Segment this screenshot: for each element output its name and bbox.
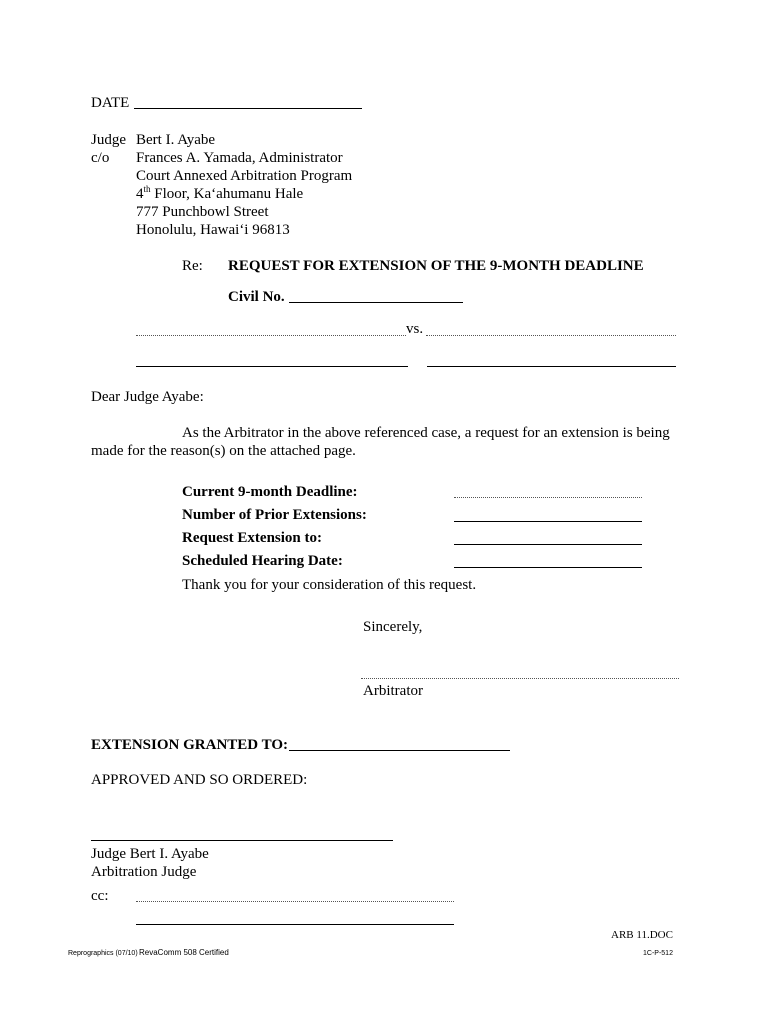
re-label: Re: — [182, 258, 203, 274]
address-line-5: Honolulu, Hawai‘i 96813 — [136, 222, 290, 238]
doc-id: ARB 11.DOC — [611, 929, 673, 941]
vs-label: vs. — [406, 321, 424, 337]
body-line-1: As the Arbitrator in the above referenced case, a request for an extension is being — [182, 425, 670, 441]
extension-granted-line[interactable] — [289, 750, 510, 751]
date-label: DATE — [91, 95, 130, 111]
thanks-text: Thank you for your consideration of this request. — [182, 577, 477, 593]
defendant-line-2[interactable] — [427, 366, 676, 367]
field-current-deadline-label: Current 9-month Deadline: — [182, 484, 358, 500]
field-request-extension-line[interactable] — [454, 544, 642, 545]
floor-number: 4 — [136, 186, 144, 202]
field-prior-extensions-label: Number of Prior Extensions: — [182, 507, 367, 523]
field-prior-extensions-line[interactable] — [454, 521, 642, 522]
salutation: Dear Judge Ayabe: — [91, 389, 204, 405]
certified-text: RevaComm 508 Certified — [139, 948, 229, 957]
address-line-1: Frances A. Yamada, Administrator — [136, 150, 343, 166]
re-subject: REQUEST FOR EXTENSION OF THE 9-MONTH DEADLINE — [228, 258, 644, 274]
approved-text: APPROVED AND SO ORDERED: — [91, 772, 308, 788]
defendant-line[interactable] — [426, 335, 676, 336]
address-line-4: 777 Punchbowl Street — [136, 204, 269, 220]
arbitrator-signature-line[interactable] — [361, 678, 679, 679]
field-current-deadline-line[interactable] — [454, 497, 642, 498]
cc-line-2[interactable] — [136, 924, 454, 925]
judge-signature-name: Judge Bert I. Ayabe — [91, 846, 209, 862]
judge-label: Judge — [91, 132, 126, 148]
address-line-2: Court Annexed Arbitration Program — [136, 168, 353, 184]
civil-no-label: Civil No. — [228, 289, 285, 305]
arbitrator-label: Arbitrator — [363, 683, 423, 699]
field-hearing-date-line[interactable] — [454, 567, 642, 568]
judge-signature-line[interactable] — [91, 840, 393, 841]
cc-label: cc: — [91, 888, 109, 904]
field-hearing-date-label: Scheduled Hearing Date: — [182, 553, 343, 569]
plaintiff-line[interactable] — [136, 335, 406, 336]
field-request-extension-label: Request Extension to: — [182, 530, 323, 546]
address-line-3 — [136, 185, 303, 203]
reprographics-text: Reprographics (07/10) — [68, 950, 138, 957]
floor-suffix: th — [143, 184, 151, 194]
co-label: c/o — [91, 150, 110, 166]
closing-text: Sincerely, — [363, 619, 423, 635]
form-number: 1C-P-512 — [643, 950, 673, 957]
civil-no-line[interactable] — [289, 302, 463, 303]
plaintiff-line-2[interactable] — [136, 366, 408, 367]
body-line-2: made for the reason(s) on the attached page. — [91, 443, 356, 459]
date-line[interactable] — [134, 108, 362, 109]
extension-granted-label: EXTENSION GRANTED TO: — [91, 737, 288, 753]
judge-name: Bert I. Ayabe — [136, 132, 216, 148]
judge-signature-title: Arbitration Judge — [91, 864, 197, 880]
floor-rest: Floor, Ka‘ahumanu Hale — [150, 186, 304, 202]
cc-line-1[interactable] — [136, 901, 454, 902]
